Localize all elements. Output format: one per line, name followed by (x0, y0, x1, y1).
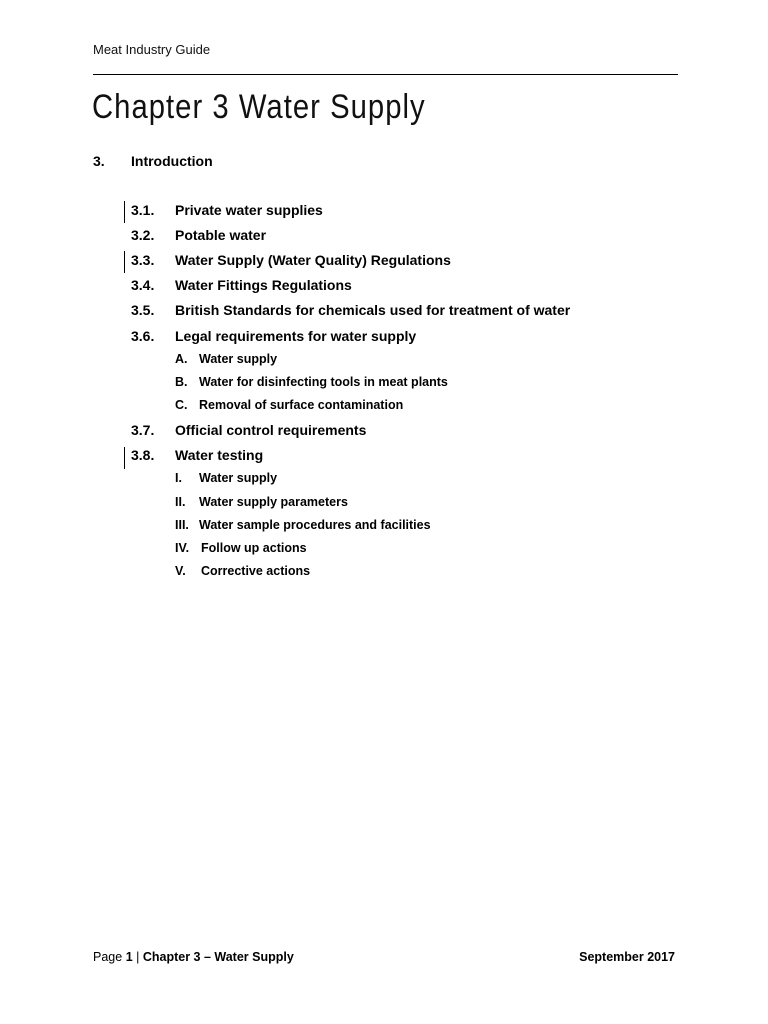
footer-page-info (93, 950, 294, 964)
section-label: Potable water (175, 227, 267, 243)
section-label: Legal requirements for water supply (175, 328, 417, 344)
footer-page-number: 1 (125, 950, 133, 964)
section-3-5 (131, 302, 570, 318)
subsection-mark: A. (175, 352, 188, 366)
section-label: Water testing (175, 447, 264, 463)
subsection-3-8-ii (175, 495, 348, 509)
section-number: 3.6. (131, 328, 155, 344)
section-label: Official control requirements (175, 422, 367, 438)
subsection-3-8-iii (175, 518, 431, 532)
section-number: 3.7. (131, 422, 155, 438)
chapter-title: Chapter 3 Water Supply (92, 88, 426, 126)
section-number: 3.8. (131, 447, 155, 463)
change-bar (124, 447, 125, 469)
subsection-3-6-a (175, 352, 277, 366)
section-number: 3.2. (131, 227, 155, 243)
subsection-label: Follow up actions (201, 541, 307, 555)
section-3-1 (131, 202, 323, 218)
change-bar (124, 251, 125, 273)
subsection-mark: B. (175, 375, 188, 389)
footer-separator: | (132, 950, 143, 964)
section-3-4 (131, 277, 352, 293)
subsection-label: Removal of surface contamination (199, 398, 404, 412)
subsection-label: Water supply (199, 352, 278, 366)
header-divider (93, 74, 678, 75)
section-3-6 (131, 328, 416, 344)
subsection-label: Water sample procedures and facilities (199, 518, 431, 532)
section-label: British Standards for chemicals used for treatment of water (175, 302, 571, 318)
header-title: Meat Industry Guide (93, 42, 211, 57)
subsection-mark: III. (175, 518, 189, 532)
subsection-label: Water supply (199, 471, 278, 485)
subsection-mark: C. (175, 398, 188, 412)
section-number: 3.1. (131, 202, 155, 218)
section-label: Private water supplies (175, 202, 323, 218)
subsection-label: Corrective actions (201, 564, 311, 578)
subsection-mark: IV. (175, 541, 190, 555)
section-number: 3.4. (131, 277, 155, 293)
subsection-label: Water supply parameters (199, 495, 348, 509)
intro-heading (93, 153, 213, 169)
section-number: 3.5. (131, 302, 155, 318)
subsection-3-8-i (175, 471, 277, 485)
section-3-2 (131, 227, 266, 243)
section-label: Water Supply (Water Quality) Regulations (175, 252, 451, 268)
footer-chapter-ref: Chapter 3 – Water Supply (142, 950, 294, 964)
section-number: 3.3. (131, 252, 155, 268)
subsection-3-8-iv (175, 541, 307, 555)
section-label: Water Fittings Regulations (175, 277, 352, 293)
subsection-mark: II. (175, 495, 186, 509)
subsection-3-6-b (175, 375, 448, 389)
section-3-8 (131, 447, 263, 463)
footer-page-word: Page (93, 950, 123, 964)
subsection-mark: V. (175, 564, 186, 578)
intro-label: Introduction (131, 153, 213, 169)
intro-number: 3. (93, 153, 105, 169)
subsection-3-8-v (175, 564, 310, 578)
section-3-7 (131, 422, 366, 438)
change-bar (124, 201, 125, 223)
subsection-label: Water for disinfecting tools in meat plants (199, 375, 448, 389)
footer-date: September 2017 (579, 950, 675, 964)
subsection-3-6-c (175, 398, 403, 412)
subsection-mark: I. (175, 471, 182, 485)
section-3-3 (131, 252, 451, 268)
